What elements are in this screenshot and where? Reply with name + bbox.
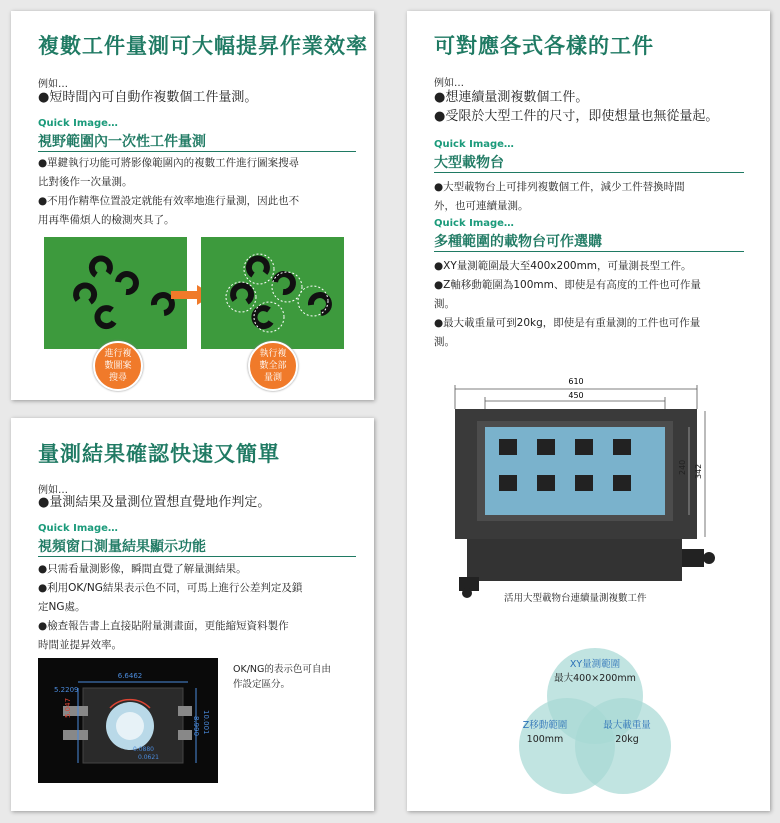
e-clips-measured-image <box>201 237 344 349</box>
pattern-search-photo <box>44 237 187 349</box>
label-top: 6.6462 <box>117 672 143 680</box>
card-multi-workpiece <box>11 11 374 400</box>
card2-quick-image: Quick Image… <box>38 523 118 534</box>
venn-xy: XY量測範圍 最大400×200mm <box>554 659 636 684</box>
card-various-workpieces <box>407 11 770 811</box>
venn-z: Z移動範圍 100mm <box>522 720 568 745</box>
dim-450: 450 <box>568 391 584 400</box>
card3-body-1: ●大型載物台上可排列複數個工件，減少工件替換時間 外，也可連續量測。 <box>434 181 685 212</box>
card2-subtitle: 視頻窗口測量結果顯示功能 <box>38 539 206 555</box>
card1-title: 複數工件量測可大幅提昇作業效率 <box>38 34 368 58</box>
label-c2: 0.0621 <box>138 754 159 761</box>
card3-bullet-2: ●受限於大型工件的尺寸，即使想量也無從量起。 <box>434 109 719 124</box>
card3-title: 可對應各式各樣的工件 <box>434 34 654 58</box>
label-left2: 5.047 <box>64 697 72 718</box>
card1-subtitle: 視野範圍內一次性工件量測 <box>38 134 206 150</box>
card3-quick-image-2: Quick Image… <box>434 218 514 229</box>
e-clips-image <box>44 237 187 349</box>
venn-load: 最大載重量 20kg <box>603 720 651 745</box>
label-c1: 0.0880 <box>133 746 154 753</box>
card3-rule-2 <box>434 251 744 252</box>
label-right1: 10.001 <box>202 710 210 735</box>
card1-example-label: 例如… <box>38 79 68 90</box>
card1-body: ●單鍵執行功能可將影像範圍內的複數工件進行圖案搜尋 比對後作一次量測。 ●不用作精準位置設定就能有效率地進行量測，因此也不 用再準備煩人的檢測夾具了。 <box>38 157 300 226</box>
label-right2: 8.990 <box>192 716 200 737</box>
card3-quick-image-1: Quick Image… <box>434 139 514 150</box>
stage-caption: 活用大型載物台連續量測複數工件 <box>504 593 647 604</box>
card1-quick-image: Quick Image… <box>38 118 118 129</box>
badge-pattern-search: 進行複數圖案搜尋 <box>93 341 143 391</box>
card3-body-2: ●XY量測範圍最大至400x200mm，可量測長型工件。 ●Z軸移動範圍為100mm、即使是有高度的工件也可作量 測。 ●最大載重量可到20kg，即使是有重量測的工件也可作量 測。 <box>434 260 701 348</box>
card2-note: OK/NG的表示色可自由 作設定區分。 <box>233 664 331 690</box>
card3-rule-1 <box>434 172 744 173</box>
label-left1: 5.2209 <box>54 686 79 694</box>
component-measure-image <box>38 658 218 783</box>
badge-batch-measure: 執行複數全部量測 <box>248 341 298 391</box>
measurement-screen-photo <box>38 658 218 783</box>
dim-610: 610 <box>568 377 584 386</box>
card2-rule <box>38 556 356 557</box>
card2-example-label: 例如… <box>38 485 68 496</box>
batch-measure-photo <box>201 237 344 349</box>
card3-bullet-1: ●想連續量測複數個工件。 <box>434 90 589 105</box>
card2-title: 量測結果確認快速又簡單 <box>38 442 280 466</box>
stage-drawing <box>447 371 727 606</box>
card3-subtitle-1: 大型載物台 <box>434 155 504 171</box>
card1-bullet: ●短時間內可自動作複數個工件量測。 <box>38 90 258 105</box>
card2-bullet: ●量測結果及量測位置想直覺地作判定。 <box>38 495 271 510</box>
card1-rule <box>38 151 356 152</box>
card3-subtitle-2: 多種範圍的載物台可作選購 <box>434 234 602 250</box>
card2-body: ●只需看量測影像，瞬間直覺了解量測結果。 ●利用OK/NG結果表示色不同，可馬上進行公差判定及鎖 定NG處。 ●檢查報告書上直接貼附量測畫面，更能縮短資料製作 時間並提昇效率。 <box>38 563 303 651</box>
card3-example-label: 例如… <box>434 78 464 89</box>
dim-342: 342 <box>694 463 703 479</box>
dim-240: 240 <box>678 459 687 475</box>
card-result-check <box>11 418 374 811</box>
